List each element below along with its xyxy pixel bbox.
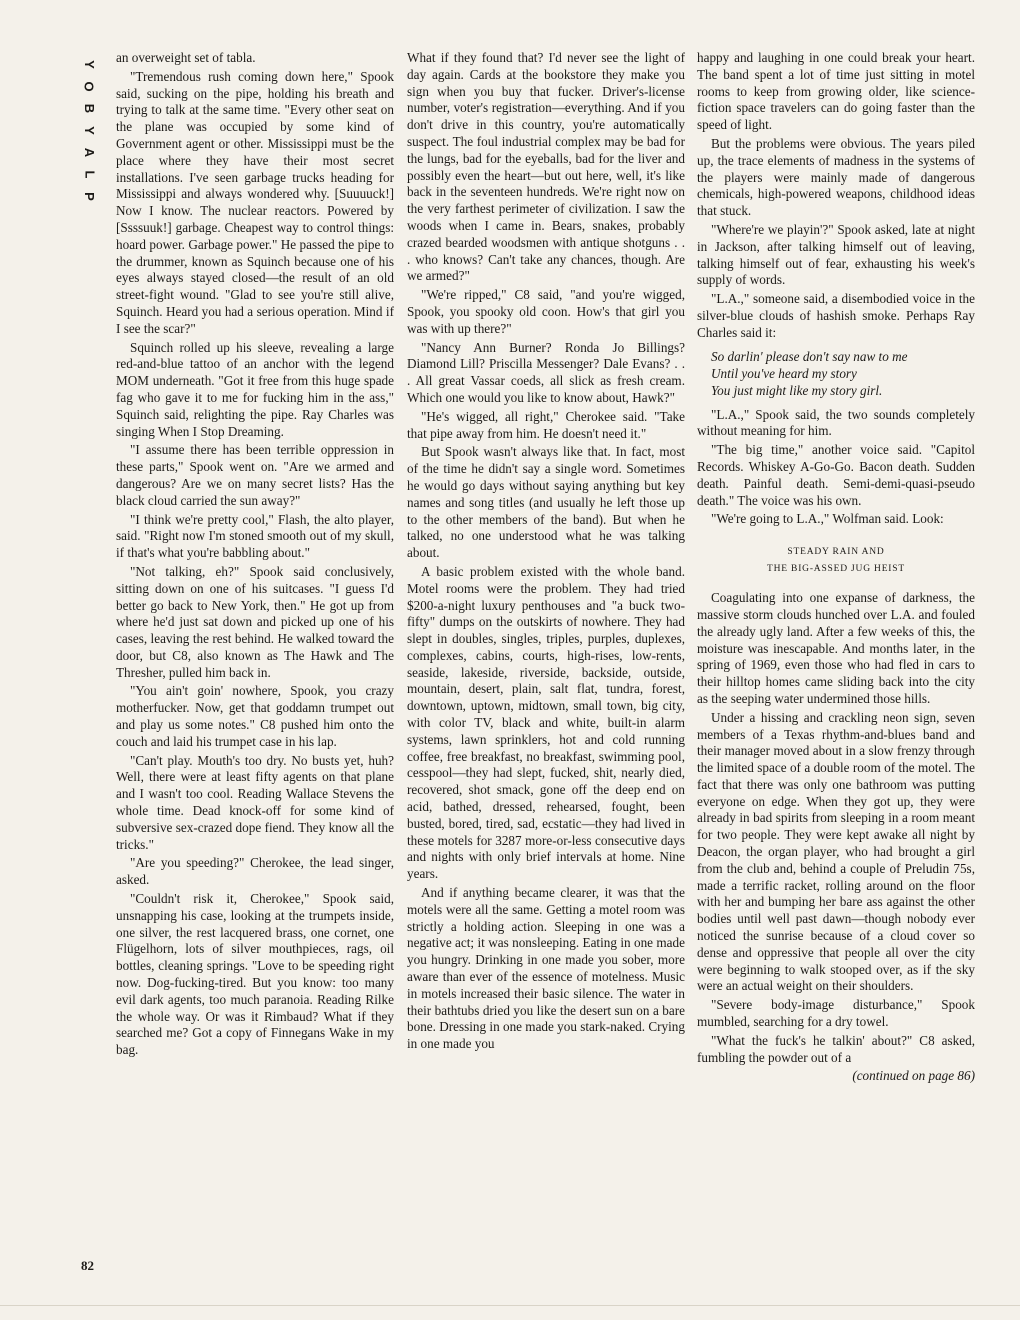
section-heading [697,544,975,578]
section-heading-line: THE BIG-ASSED JUG HEIST [767,564,905,575]
paragraph: "We're ripped," C8 said, "and you're wigged, Spook, you spooky old coon. How's that girl you was with up there?" [407,287,685,336]
spine-letter: Y [81,60,97,70]
paragraph: "You ain't goin' nowhere, Spook, you crazy motherfucker. Now, get that goddamn trumpet out and play us some notes." C8 pushed him onto the couch and laid his trumpet case in his lap. [116,683,394,749]
page-edge [0,1305,1020,1306]
section-heading-line: STEADY RAIN AND [787,547,885,558]
paragraph: "I assume there has been terrible oppression in these parts," Spook went on. "Are we armed and dangerous? Are we on many secret lists? Has the black cloud carried the sun away?" [116,442,394,508]
paragraph: "L.A.," someone said, a disembodied voice in the silver-blue clouds of hashish smoke. Perhaps Ray Charles said it: [697,291,975,340]
continuation-note: (continued on page 86) [852,1068,975,1084]
spine-letter: O [82,81,97,93]
paragraph: "Nancy Ann Burner? Ronda Jo Billings? Diamond Lill? Priscilla Messenger? Dale Evans? . . . All great Vassar coeds, all slick as fresh cream. Which one would you like to know about, Hawk?" [407,339,685,405]
text-column-1 [116,50,394,1061]
spine-letter: L [81,170,97,180]
lyric-line: So darlin' please don't say naw to me [711,348,908,364]
text-column-3 [697,50,975,1087]
spine-letter: A [81,147,97,159]
lyric-line: You just might like my story girl. [711,382,883,398]
paragraph: "He's wigged, all right," Cherokee said. "Take that pipe away from him. He doesn't need it." [407,408,685,441]
paragraph: A basic problem existed with the whole band. Motel rooms were the problem. They had tried $200-a-night luxury penthouses and "a buck two-fifty" dumps on the outskirts of nowhere. They had slept in doubles, singles, triples, purples, duplexes, complexes, cabins, courts, high-rises, low-rents, seaside, lakeside, riverside, backside, outside, mountain, desert, plain, salt flat, tundra, forest, downtown, uptown, midtown, small town, big city, with color TV, black and white, built-in alarm systems, lawn sprinklers, hot and cold running coffee, free breakfast, no breakfast, swimming pool, cesspool—they had slept, fucked, shit, nearly died, recovered, shot smack, gone off the deep end on acid, bathed, dressed, rehearsed, fought, been busted, bored, tired, sad, ecstatic—they had lived in these motels for 3287 more-or-less consecutive days and nights with only brief intervals at home. Nine years. [407,563,685,882]
spine-masthead [78,54,100,208]
paragraph: But the problems were obvious. The years piled up, the trace elements of madness in the systems of the players were mainly made of dangerous chemicals, high-powered weapons, childhood ideas that stuck. [697,135,975,219]
paragraph: But Spook wasn't always like that. In fact, most of the time he didn't say a single word. Sometimes he would go days without saying anything but key names and song titles (and usually he left those up to the other members of the band). But when he talked, no one understood what he was talking about. [407,444,685,561]
paragraph: Under a hissing and crackling neon sign, seven members of a Texas rhythm-and-blues band and their manager moved about in a slow frenzy through the limited space of a double room of the motel. The fact that there was only one bathroom was putting everyone on edge. When they got up, they were already in bad spirits from sleeping in a room meant for two people. They were kept awake all night by Deacon, the organ player, who had brought a girl from the club and, behind a couple of Preludin 75s, made a terrific racket, rolling around on the floor with her and bumping her bare ass against the other bodies until well past dawn—though nobody ever noticed the sunrise because of a cloud cover so dense and oppressive that people all over the city were beginning to walk stooped over, as if the sky were an actual weight on their shoulders. [697,709,975,994]
paragraph: "Where're we playin'?" Spook asked, late at night in Jackson, after talking himself out of leaving, talking himself out of fear, exhausting his week's supply of words. [697,221,975,288]
paragraph: "Can't play. Mouth's too dry. No busts yet, huh? Well, there were at least fifty agents on that plane and I wasn't too cool. Reading Wallace Stevens the whole time. Dead knock-off for some kind of subversive sex-crazed dope fiend. They know all the tricks." [116,752,394,852]
spine-letter: Y [81,126,97,136]
text-column-2 [407,50,685,1055]
spine-letter: P [81,192,97,202]
page-number: 82 [81,1258,94,1273]
paragraph: "L.A.," Spook said, the two sounds completely without meaning for him. [697,406,975,439]
paragraph: "Tremendous rush coming down here," Spook said, sucking on the pipe, holding his breath and trying to talk at the same time. "Every other seat on the plane was occupied by some kind of Government agent or other. Mississippi must be the place where they have their most secret installations. I've seen garbage trucks heading for Mississippi and always wondered why. [Suuuuck!] Now I know. The nuclear reactors. Powered by [Ssssuuk!] garbage. Cheapest way to control things: hoard power. Garbage power." He passed the pipe to the drummer, known as Squinch because one of his eyes always stayed closed—the result of an old street-fight wound. "Glad to see you're still alive, Squinch. Heard you had a serious operation. Mind if I see the scar?" [116,68,394,336]
lyric-line: Until you've heard my story [711,365,857,381]
paragraph: "Severe body-image disturbance," Spook mumbled, searching for a dry towel. [697,997,975,1030]
paragraph: What if they found that? I'd never see the light of day again. Cards at the bookstore they make you sign when you buy that fucker. Driver's-license number, voter's registration—everything. And if you don't drive in this country, you're automatically suspect. The foul industrial complex may be bad for the lungs, bad for the eyeballs, bad for the liver and possibly even the heart—but out here, well, it's like back in the seventeen hundreds. We're right now on the very farthest perimeter of civilization. I saw the woods when I came in. Bears, snakes, probably crazed bearded woodsmen with antique shotguns . . . who knows? Can't take any chances, though. Are we armed?" [407,50,685,284]
paragraph: "Couldn't risk it, Cherokee," Spook said, unsnapping his case, looking at the trumpets inside, one silver, the rest lacquered brass, one cornet, one Flügelhorn, lots of silver mouthpieces, rags, oil bottles, cleaning springs. "Love to be speeding right now. Dog-fucking-tired. But you know: too many evil dark agents, too much paranoia. Reading Rilke the whole way. Or was it Rimbaud? What if they searched me? Got a copy of Finnegans Wake in my bag. [116,891,394,1058]
paragraph: happy and laughing in one could break your heart. The band spent a lot of time just sitting in motel rooms to keep from growing older, like science-fiction space travelers can do going faster than the speed of light. [697,50,975,133]
paragraph: Coagulating into one expanse of darkness, the massive storm clouds hunched over L.A. and fouled the already ugly land. After a few weeks of this, the moisture was inescapable. And months later, in the spring of 1969, even those who had fled in cars to their hilltop homes came sliding back into the city as the seeping water undermined those hills. [697,590,975,706]
paragraph: "We're going to L.A.," Wolfman said. Look: [711,511,944,527]
paragraph: an overweight set of tabla. [116,50,256,65]
spine-letter: B [81,103,97,115]
paragraph: And if anything became clearer, it was that the motels were all the same. Getting a motel room was strictly a holding action. Sleeping in one was a negative act; it was nonsleeping. Eating in one made you hungry. Drinking in one made you sober, more aware than ever of the essence of motelness. Music in motels increased their basic silence. The water in their bathtubs dried you like the desert sun on a bare bone. Dressing in one made you stark-naked. Crying in one made you [407,885,685,1052]
paragraph: "Are you speeding?" Cherokee, the lead singer, asked. [116,855,394,888]
paragraph: "What the fuck's he talkin' about?" C8 asked, fumbling the powder out of a [697,1032,975,1065]
paragraph: "Not talking, eh?" Spook said conclusively, sitting down on one of his suitcases. "I guess I'd better go back to New York, then." He got up from where he'd just sat down and picked up one of his cases, leaving the rest behind. He walked toward the door, but C8, also known as The Hawk and The Thresher, pulled him back in. [116,563,394,680]
paragraph: Squinch rolled up his sleeve, revealing a large red-and-blue tattoo of an anchor with the legend MOM underneath. "Got it free from this huge spade fag who gave it to me for fucking him in the ass," Squinch said, relighting the pipe. Ray Charles was singing When I Stop Dreaming. [116,339,394,439]
paragraph: "The big time," another voice said. "Capitol Records. Whiskey A-Go-Go. Bacon death. Sudden death. Painful death. Semi-demi-quasi-pseudo death." The voice was his own. [697,442,975,508]
paragraph: "I think we're pretty cool," Flash, the alto player, said. "Right now I'm stoned smooth out of my skull, if that's what you're babbling about." [116,511,394,561]
song-lyric [711,348,975,399]
